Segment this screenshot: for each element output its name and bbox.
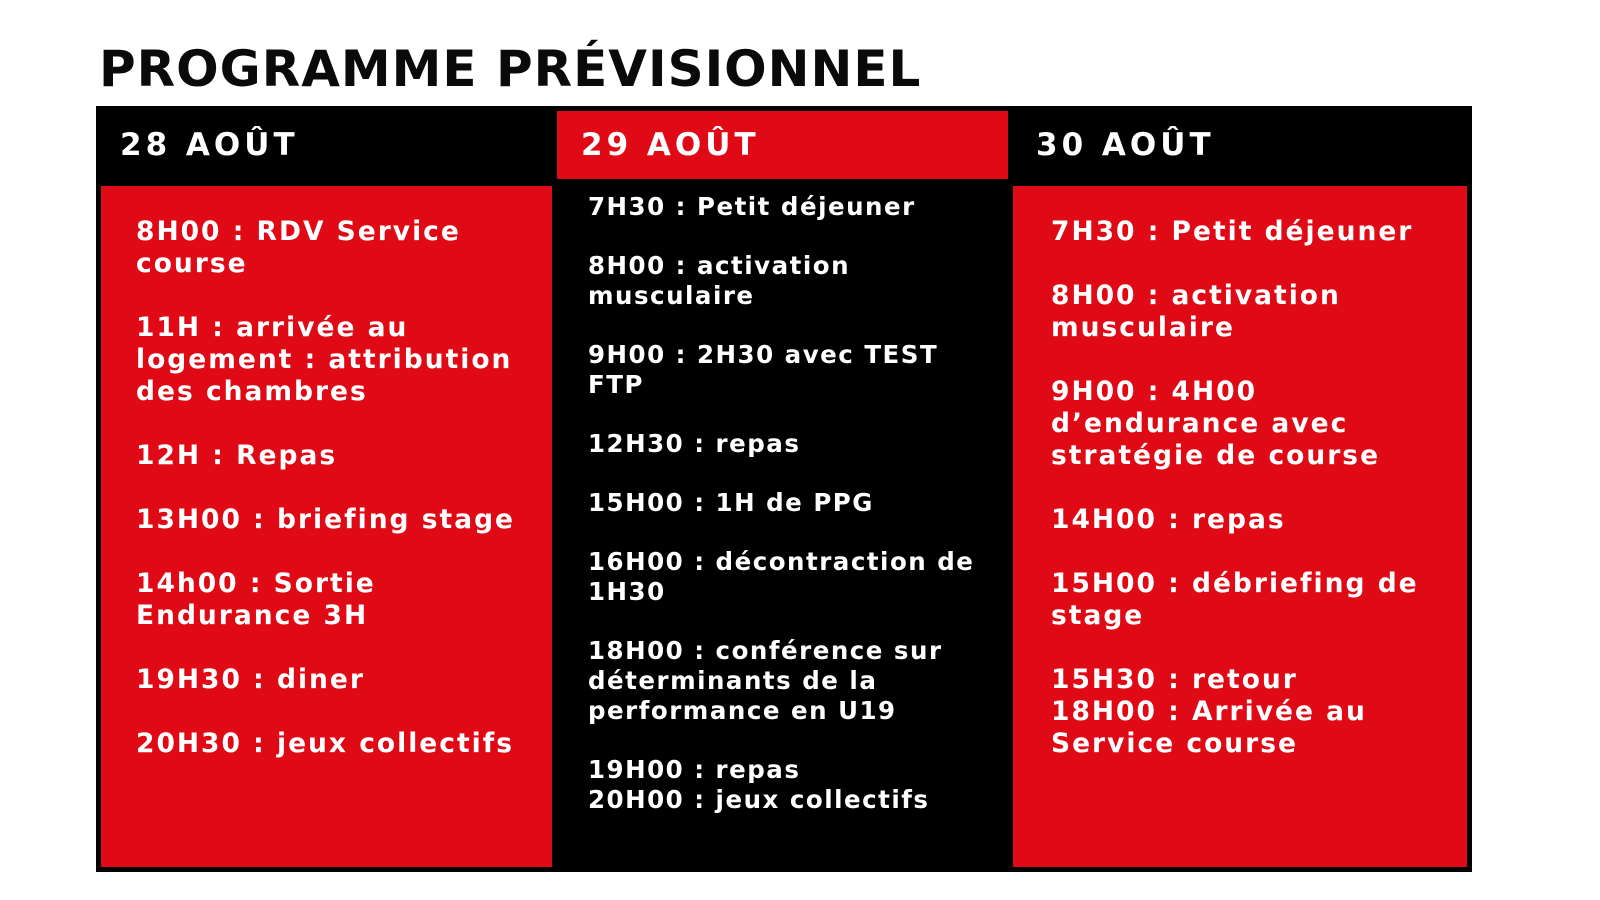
day-column-28-aout xyxy=(101,186,552,867)
schedule-entry: 13H00 : briefing stage xyxy=(136,504,516,535)
schedule-entry: 8H00 : activation musculaire xyxy=(588,251,851,310)
schedule-entry: 12H30 : repas xyxy=(588,429,801,458)
schedule-entry: 18H00 : conférence sur déterminants de la performance en U19 xyxy=(588,636,943,725)
day-header-29-aout: 29 AOÛT xyxy=(557,111,1008,179)
schedule-entry: 20H30 : jeux collectifs xyxy=(136,728,515,759)
schedule-entry: 7H30 : Petit déjeuner xyxy=(588,192,916,221)
schedule-entry: 7H30 : Petit déjeuner xyxy=(1051,216,1414,247)
schedule-entry: 9H00 : 4H00 d’endurance avec stratégie de course xyxy=(1051,376,1381,471)
schedule-entry: 19H30 : diner xyxy=(136,664,365,695)
schedule-entry: 12H : Repas xyxy=(136,440,338,471)
schedule-entry: 8H00 : activation musculaire xyxy=(1051,280,1341,343)
schedule-entry: 14H00 : repas xyxy=(1051,504,1286,535)
schedule-entry: 15H30 : retour 18H00 : Arrivée au Service course xyxy=(1051,664,1367,759)
schedule-entry: 9H00 : 2H30 avec TEST FTP xyxy=(588,340,939,399)
schedule-entry: 16H00 : décontraction de 1H30 xyxy=(588,547,975,606)
schedule-entry: 19H00 : repas 20H00 : jeux collectifs xyxy=(588,755,930,814)
schedule-entry: 15H00 : 1H de PPG xyxy=(588,488,874,517)
schedule-entry: 14h00 : Sortie Endurance 3H xyxy=(136,568,376,631)
day-column-29-aout xyxy=(557,186,1008,867)
schedule-entry: 8H00 : RDV Service course xyxy=(136,216,461,279)
page-title: PROGRAMME PRÉVISIONNEL xyxy=(99,40,922,98)
day-header-28-aout: 28 AOÛT xyxy=(120,127,299,163)
day-column-30-aout xyxy=(1013,186,1467,867)
day-header-30-aout: 30 AOÛT xyxy=(1036,127,1215,163)
schedule-entry: 15H00 : débriefing de stage xyxy=(1051,568,1419,631)
schedule-entry: 11H : arrivée au logement : attribution des chambres xyxy=(136,312,513,407)
schedule-table xyxy=(96,106,1472,872)
